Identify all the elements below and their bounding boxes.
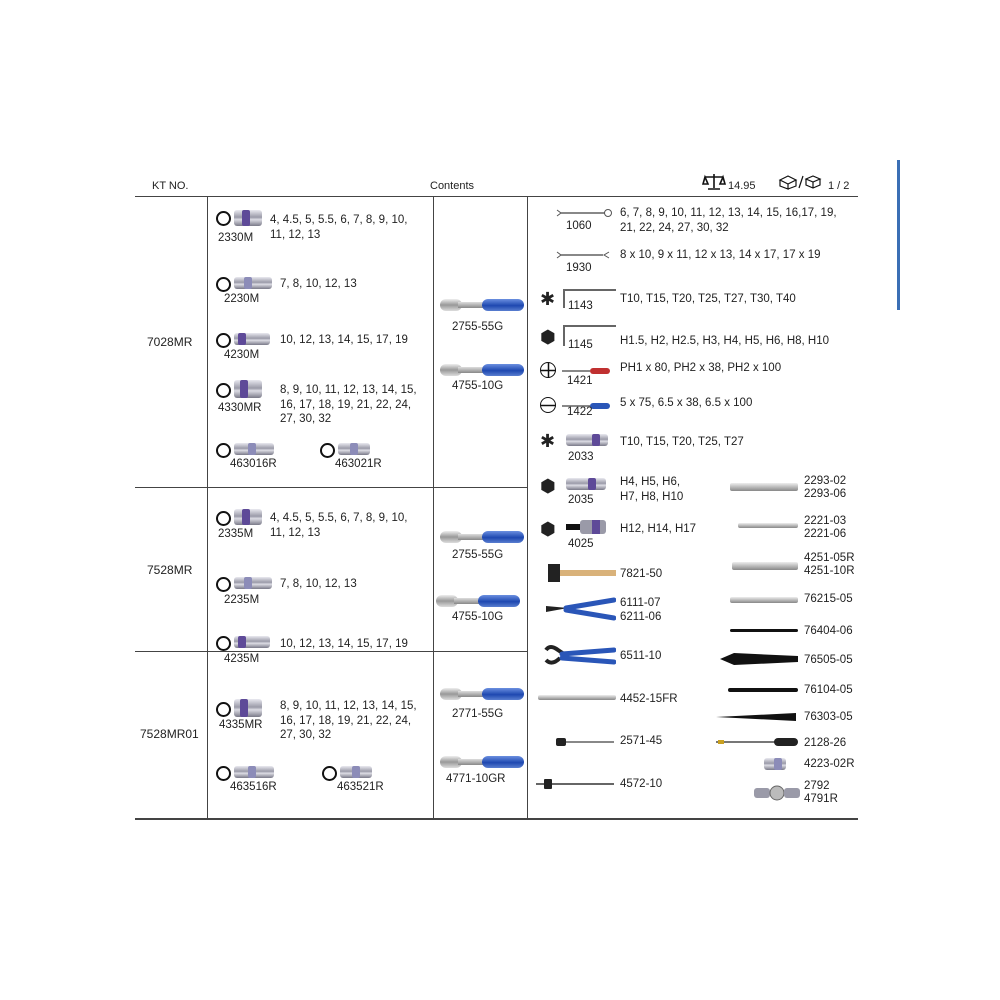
- socket-image: [338, 443, 370, 455]
- ratchet-image: [440, 297, 522, 313]
- adapter-image: [764, 758, 786, 770]
- item-code: 7821-50: [620, 568, 663, 580]
- extension-bar-image: [732, 562, 798, 570]
- size-list: 8, 9, 10, 11, 12, 13, 14, 15, 16, 17, 18, 19, 21, 22, 24, 27, 30, 32: [280, 700, 417, 741]
- spinner-handle-image: [538, 695, 616, 700]
- item-code: 2330M: [218, 232, 254, 244]
- drive-ring-icon: [216, 766, 231, 781]
- socket-image: [234, 380, 262, 398]
- socket-image: [234, 766, 274, 778]
- item-code: 76303-05: [804, 711, 853, 723]
- item-code: 4235M: [224, 653, 260, 665]
- socket-image: [234, 699, 262, 717]
- cold-chisel-icon: [720, 653, 800, 668]
- weight-value: 14.95: [728, 180, 756, 192]
- item-code: 2230M: [224, 293, 260, 305]
- water-pump-pliers-icon: [544, 644, 616, 671]
- drive-ring-icon: [216, 577, 231, 592]
- bit-socket-image: [566, 520, 606, 534]
- col-divider-2: [433, 196, 434, 819]
- socket-image: [234, 277, 272, 289]
- item-code: 4771-10GR: [446, 773, 506, 785]
- item-code: 76404-06: [804, 625, 853, 637]
- pliers-icon: [544, 596, 616, 627]
- size-list: PH1 x 80, PH2 x 38, PH2 x 100: [620, 362, 782, 374]
- ratchet-image: [440, 529, 522, 545]
- drive-ring-icon: [216, 383, 231, 398]
- item-code: 1145: [568, 339, 593, 351]
- item-code: 2221-03 2221-06: [804, 515, 847, 540]
- ratchet-image: [440, 754, 522, 770]
- item-code: 4330MR: [218, 402, 262, 414]
- header-kt-no: KT NO.: [152, 180, 189, 192]
- item-code: 4223-02R: [804, 758, 855, 770]
- col-divider-1: [207, 196, 208, 819]
- item-code: 1421: [567, 375, 593, 387]
- bit-socket-image: [566, 478, 606, 490]
- item-code: 463016R: [230, 458, 277, 470]
- taper-punch-icon: [716, 712, 800, 725]
- size-list: 8 x 10, 9 x 11, 12 x 13, 14 x 17, 17 x 19: [620, 249, 821, 261]
- col-divider-3: [527, 196, 528, 819]
- item-code: 2755-55G: [452, 321, 504, 333]
- size-list: H12, H14, H17: [620, 523, 697, 535]
- bottom-rule: [135, 818, 858, 820]
- item-code: 6511-10: [620, 650, 662, 662]
- item-code: 2335M: [218, 528, 254, 540]
- extension-bar-image: [730, 483, 798, 491]
- header-contents: Contents: [430, 180, 475, 192]
- pin-punch-image: [730, 629, 798, 632]
- socket-image: [340, 766, 372, 778]
- hex-drive-icon: ⬢: [540, 519, 556, 539]
- sliding-t-bar-icon: [536, 777, 616, 794]
- item-code: 2293-02 2293-06: [804, 475, 847, 500]
- socket-image: [234, 577, 272, 589]
- drive-ring-icon: [216, 211, 231, 226]
- slot-line-icon: [540, 397, 557, 414]
- hex-drive-icon: ⬢: [540, 327, 556, 347]
- item-code: 4230M: [224, 349, 260, 361]
- item-code: 1143: [568, 300, 593, 312]
- chisel-image: [730, 597, 798, 603]
- size-list: 10, 12, 13, 14, 15, 17, 19: [280, 638, 408, 650]
- item-code: 4755-10G: [452, 611, 504, 623]
- item-code: 4572-10: [620, 778, 663, 790]
- accent-line: [897, 160, 900, 310]
- item-code: 4452-15FR: [620, 693, 678, 705]
- item-code: 4025: [568, 538, 594, 550]
- box-icon: [778, 174, 822, 193]
- size-list: 7, 8, 10, 12, 13: [280, 578, 357, 590]
- hammer-icon: [548, 562, 618, 587]
- size-list: 4, 4.5, 5, 5.5, 6, 7, 8, 9, 10, 11, 12, 13: [270, 512, 408, 539]
- item-code: 6111-07 6211-06: [620, 597, 662, 623]
- drive-ring-icon: [216, 702, 231, 717]
- pages-value: 1 / 2: [828, 180, 850, 192]
- kit-no: 7528MR01: [140, 727, 199, 741]
- socket-image: [234, 210, 262, 226]
- universal-joint-icon: [754, 782, 800, 807]
- item-code: 4335MR: [219, 719, 263, 731]
- size-list: 10, 12, 13, 14, 15, 17, 19: [280, 334, 408, 346]
- item-code: 463516R: [230, 781, 277, 793]
- item-code: 4755-10G: [452, 380, 504, 392]
- ratchet-image: [436, 593, 518, 609]
- drive-ring-icon: [322, 766, 337, 781]
- size-list: 7, 8, 10, 12, 13: [280, 278, 357, 290]
- torx-star-icon: ✱: [540, 431, 556, 451]
- bit-socket-image: [566, 434, 608, 446]
- item-code: 76505-05: [804, 654, 853, 666]
- item-code: 2571-45: [620, 735, 663, 747]
- item-code: 2128-26: [804, 737, 847, 749]
- torx-star-icon: ✱: [540, 289, 556, 309]
- hex-drive-icon: ⬢: [540, 476, 556, 496]
- size-list: T10, T15, T20, T25, T27, T30, T40: [620, 293, 796, 305]
- size-list: 6, 7, 8, 9, 10, 11, 12, 13, 14, 15, 16,17, 19, 21, 22, 24, 27, 30, 32: [620, 207, 837, 234]
- size-list: T10, T15, T20, T25, T27: [620, 436, 744, 448]
- kit-no: 7528MR: [147, 563, 193, 577]
- socket-image: [234, 443, 274, 455]
- item-code: 2035: [568, 494, 594, 506]
- drive-ring-icon: [216, 333, 231, 348]
- phillips-cross-icon: [540, 362, 557, 379]
- drive-ring-icon: [216, 443, 231, 458]
- item-code: 1930: [566, 262, 592, 274]
- row-divider-1: [135, 487, 527, 488]
- magnetic-pickup-icon: [716, 737, 800, 750]
- ratchet-image: [440, 362, 522, 378]
- size-list: 5 x 75, 6.5 x 38, 6.5 x 100: [620, 397, 753, 409]
- item-code: 463021R: [335, 458, 382, 470]
- scale-icon: [702, 173, 726, 194]
- item-code: 1060: [566, 220, 592, 232]
- size-list: H1.5, H2, H2.5, H3, H4, H5, H6, H8, H10: [620, 335, 830, 347]
- drive-ring-icon: [216, 511, 231, 526]
- socket-image: [234, 636, 270, 648]
- ratchet-image: [440, 686, 522, 702]
- header-rule: [135, 196, 858, 197]
- drive-ring-icon: [216, 277, 231, 292]
- size-list: 4, 4.5, 5, 5.5, 6, 7, 8, 9, 10, 11, 12, 13: [270, 214, 408, 241]
- item-code: 2033: [568, 451, 594, 463]
- item-code: 76215-05: [804, 593, 853, 605]
- item-code: 2792 4791R: [804, 780, 838, 805]
- item-code: 2771-55G: [452, 708, 504, 720]
- drive-ring-icon: [216, 636, 231, 651]
- drive-ring-icon: [320, 443, 335, 458]
- size-list: 8, 9, 10, 11, 12, 13, 14, 15, 16, 17, 18, 19, 21, 22, 24, 27, 30, 32: [280, 384, 417, 425]
- center-punch-image: [728, 688, 798, 692]
- extension-bar-image: [738, 523, 798, 528]
- item-code: 1422: [567, 406, 593, 418]
- socket-image: [234, 509, 262, 525]
- socket-image: [234, 333, 270, 345]
- item-code: 4251-05R 4251-10R: [804, 552, 855, 577]
- item-code: 2235M: [224, 594, 260, 606]
- item-code: 2755-55G: [452, 549, 504, 561]
- kit-no: 7028MR: [147, 335, 193, 349]
- item-code: 76104-05: [804, 684, 853, 696]
- item-code: 463521R: [337, 781, 384, 793]
- t-handle-icon: [556, 735, 616, 752]
- size-list: H4, H5, H6, H7, H8, H10: [620, 476, 684, 503]
